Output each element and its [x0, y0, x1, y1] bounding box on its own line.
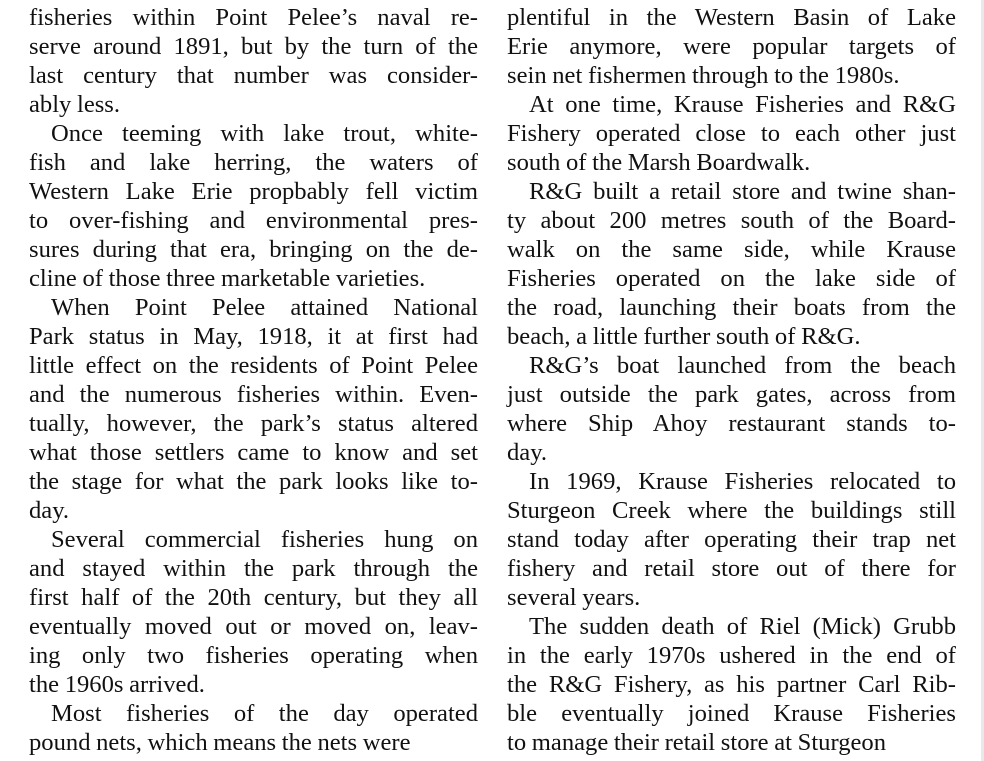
- text-line: Sturgeon Creek where the buildings still: [507, 497, 956, 524]
- text-line: the road, launching their boats from the: [507, 294, 956, 321]
- right-column-body: [507, 3, 956, 757]
- left-text-column: [29, 3, 478, 757]
- text-line: Western Lake Erie propbably fell victim: [29, 178, 478, 205]
- text-line: first half of the 20th century, but they all: [29, 584, 478, 611]
- text-line: the stage for what the park looks like to-: [29, 468, 478, 495]
- text-line: fisheries within Point Pelee’s naval re-: [29, 4, 478, 31]
- text-line: south of the Marsh Boardwalk.: [507, 149, 811, 176]
- text-line: the 1960s arrived.: [29, 671, 205, 698]
- text-line: sures during that era, bringing on the de-: [29, 236, 478, 263]
- text-line: and stayed within the park through the: [29, 555, 478, 582]
- article-paragraph: [507, 467, 956, 612]
- text-line: in the early 1970s ushered in the end of: [507, 642, 956, 669]
- text-line: Once teeming with lake trout, white-: [51, 120, 478, 147]
- article-paragraph: [507, 612, 956, 757]
- text-line: walk on the same side, while Krause: [507, 236, 956, 263]
- text-line: sein net fishermen through to the 1980s.: [507, 62, 900, 89]
- article-paragraph: [29, 525, 478, 699]
- article-paragraph: [507, 351, 956, 467]
- text-line: what those settlers came to know and set: [29, 439, 478, 466]
- article-paragraph: [29, 3, 478, 119]
- article-paragraph: [507, 177, 956, 351]
- text-line: to manage their retail store at Sturgeon: [507, 729, 886, 756]
- text-line: In 1969, Krause Fisheries relocated to: [529, 468, 956, 495]
- text-line: stand today after operating their trap net: [507, 526, 956, 553]
- text-line: and the numerous fisheries within. Even-: [29, 381, 478, 408]
- text-line: ing only two fisheries operating when: [29, 642, 478, 669]
- text-line: day.: [507, 439, 548, 466]
- text-line: tually, however, the park’s status altered: [29, 410, 478, 437]
- text-line: just outside the park gates, across from: [507, 381, 956, 408]
- text-line: R&G built a retail store and twine shan-: [529, 178, 956, 205]
- text-line: day.: [29, 497, 70, 524]
- left-column-body: [29, 3, 478, 757]
- text-line: Park status in May, 1918, it at first had: [29, 323, 478, 350]
- right-text-column: [507, 3, 956, 757]
- text-line: eventually moved out or moved on, leav-: [29, 613, 478, 640]
- text-line: Fishery operated close to each other just: [507, 120, 956, 147]
- text-line: beach, a little further south of R&G.: [507, 323, 861, 350]
- text-line: fishery and retail store out of there for: [507, 555, 956, 582]
- text-line: fish and lake herring, the waters of: [29, 149, 478, 176]
- article-paragraph: [29, 119, 478, 293]
- text-line: Erie anymore, were popular targets of: [507, 33, 956, 60]
- article-paragraph: [29, 293, 478, 525]
- text-line: last century that number was consider-: [29, 62, 478, 89]
- text-line: where Ship Ahoy restaurant stands to-: [507, 410, 956, 437]
- text-line: several years.: [507, 584, 641, 611]
- text-line: Fisheries operated on the lake side of: [507, 265, 956, 292]
- text-line: ably less.: [29, 91, 121, 118]
- text-line: serve around 1891, but by the turn of the: [29, 33, 478, 60]
- text-line: little effect on the residents of Point Pelee: [29, 352, 478, 379]
- article-paragraph: [29, 699, 478, 757]
- text-line: When Point Pelee attained National: [51, 294, 478, 321]
- text-line: cline of those three marketable varieties.: [29, 265, 426, 292]
- text-line: At one time, Krause Fisheries and R&G: [529, 91, 956, 118]
- text-line: Most fisheries of the day operated: [51, 700, 478, 727]
- text-line: The sudden death of Riel (Mick) Grubb: [529, 613, 956, 640]
- text-line: ty about 200 metres south of the Board-: [507, 207, 956, 234]
- text-line: plentiful in the Western Basin of Lake: [507, 4, 956, 31]
- text-line: R&G’s boat launched from the beach: [529, 352, 956, 379]
- text-line: Several commercial fisheries hung on: [51, 526, 478, 553]
- text-line: ble eventually joined Krause Fisheries: [507, 700, 956, 727]
- article-paragraph: [507, 90, 956, 177]
- article-paragraph: [507, 3, 956, 90]
- text-line: the R&G Fishery, as his partner Carl Rib-: [507, 671, 956, 698]
- text-line: pound nets, which means the nets were: [29, 729, 411, 756]
- text-line: to over-fishing and environmental pres-: [29, 207, 478, 234]
